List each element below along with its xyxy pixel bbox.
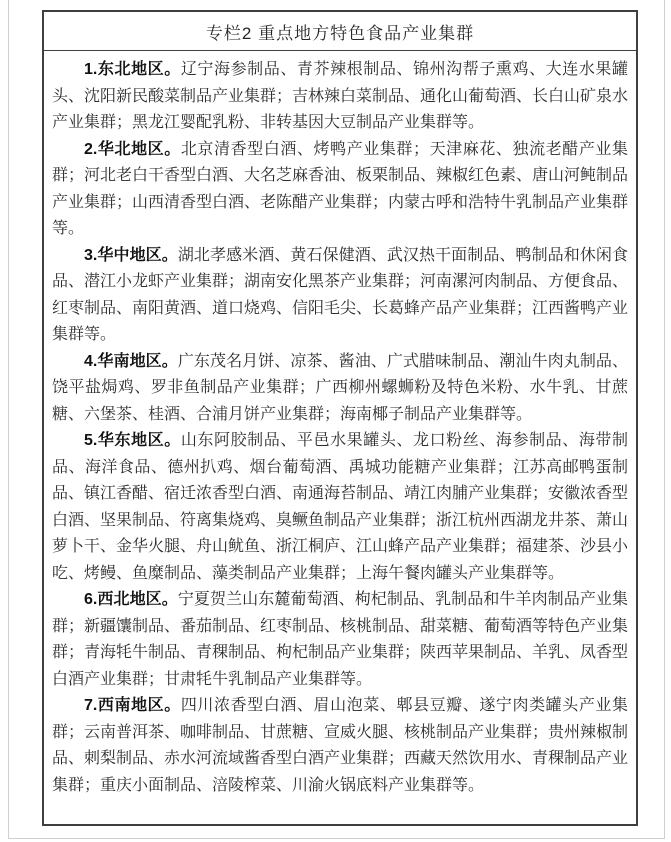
region-heading: 3.华中地区。 xyxy=(84,246,178,264)
region-items-text: 山东阿胶制品、平邑水果罐头、龙口粉丝、海参制品、海带制品、海洋食品、德州扒鸡、烟台葡萄酒、禹城功能糖产业集群；江苏高邮鸭蛋制品、镇江香醋、宿迁浓香型白酒、南通海苔制品、靖江肉脯产业集群；安徽浓香型白酒、坚果制品、符离集烧鸡、臭鳜鱼制品产业集群；浙江杭州西湖龙井茶、萧山萝卜干、金华火腿、舟山鱿鱼、浙江桐庐、江山蜂产品产业集群；福建茶、沙县小吃、烤鳗、鱼糜制品、藻类制品产业集群；上海午餐肉罐头产业集群等。 xyxy=(52,432,629,582)
region-items-text: 湖北孝感米酒、黄石保健酒、武汉热干面制品、鸭制品和休闲食品、潜江小龙虾产业集群；湖南安化黑茶产业集群；河南漯河肉制品、方便食品、红枣制品、南阳黄酒、道口烧鸡、信阳毛尖、长葛蜂产品产业集群；江西酱鸭产业集群等。 xyxy=(52,246,629,343)
region-items-text: 四川浓香型白酒、眉山泡菜、郫县豆瓣、遂宁肉类罐头产业集群；云南普洱茶、咖啡制品、甘蔗糖、宣威火腿、核桃制品产业集群；贵州辣椒制品、刺梨制品、赤水河流域酱香型白酒产业集群；西藏天然饮用水、青稞制品产业集群；重庆小面制品、涪陵榨菜、川渝火锅底料产业集群等。 xyxy=(52,697,629,794)
region-heading: 4.华南地区。 xyxy=(84,352,178,370)
region-section xyxy=(52,428,628,587)
column-box xyxy=(42,10,638,826)
region-section xyxy=(52,349,628,429)
region-heading: 1.东北地区。 xyxy=(84,61,181,78)
region-items-text: 辽宁海参制品、青芥辣根制品、锦州沟帮子熏鸡、大连水果罐头、沈阳新民酸菜制品产业集群；吉林辣白菜制品、通化山葡萄酒、长白山矿泉水产业集群；黑龙江婴配乳粉、非转基因大豆制品产业集群等。 xyxy=(52,61,629,131)
region-section xyxy=(52,137,628,243)
region-section xyxy=(52,243,628,349)
region-heading: 5.华东地区。 xyxy=(84,432,181,449)
column-body xyxy=(44,51,636,799)
column-title: 专栏2 重点地方特色食品产业集群 xyxy=(44,12,636,51)
region-heading: 6.西北地区。 xyxy=(84,591,178,608)
region-section xyxy=(52,693,628,799)
region-items-text: 北京清香型白酒、烤鸭产业集群；天津麻花、独流老醋产业集群；河北老白干香型白酒、大名芝麻香油、板栗制品、辣椒红色素、唐山河鲀制品产业集群；山西清香型白酒、老陈醋产业集群；内蒙古呼和浩特牛乳制品产业集群等。 xyxy=(52,140,629,237)
region-items-text: 广东茂名月饼、凉茶、酱油、广式腊味制品、潮汕牛肉丸制品、饶平盐焗鸡、罗非鱼制品产业集群；广西柳州螺蛳粉及特色米粉、水牛乳、甘蔗糖、六堡茶、桂酒、合浦月饼产业集群；海南椰子制品产业集群等。 xyxy=(52,352,628,423)
region-items-text: 宁夏贺兰山东麓葡萄酒、枸杞制品、乳制品和牛羊肉制品产业集群；新疆馕制品、番茄制品、红枣制品、核桃制品、甜菜糖、葡萄酒等特色产业集群；青海牦牛制品、青稞制品、枸杞制品产业集群；陕西苹果制品、羊乳、凤香型白酒产业集群；甘肃牦牛乳制品产业集群等。 xyxy=(52,591,629,688)
region-section xyxy=(52,587,628,693)
region-heading: 2.华北地区。 xyxy=(84,140,181,158)
region-section xyxy=(52,57,628,137)
region-heading: 7.西南地区。 xyxy=(84,697,181,714)
